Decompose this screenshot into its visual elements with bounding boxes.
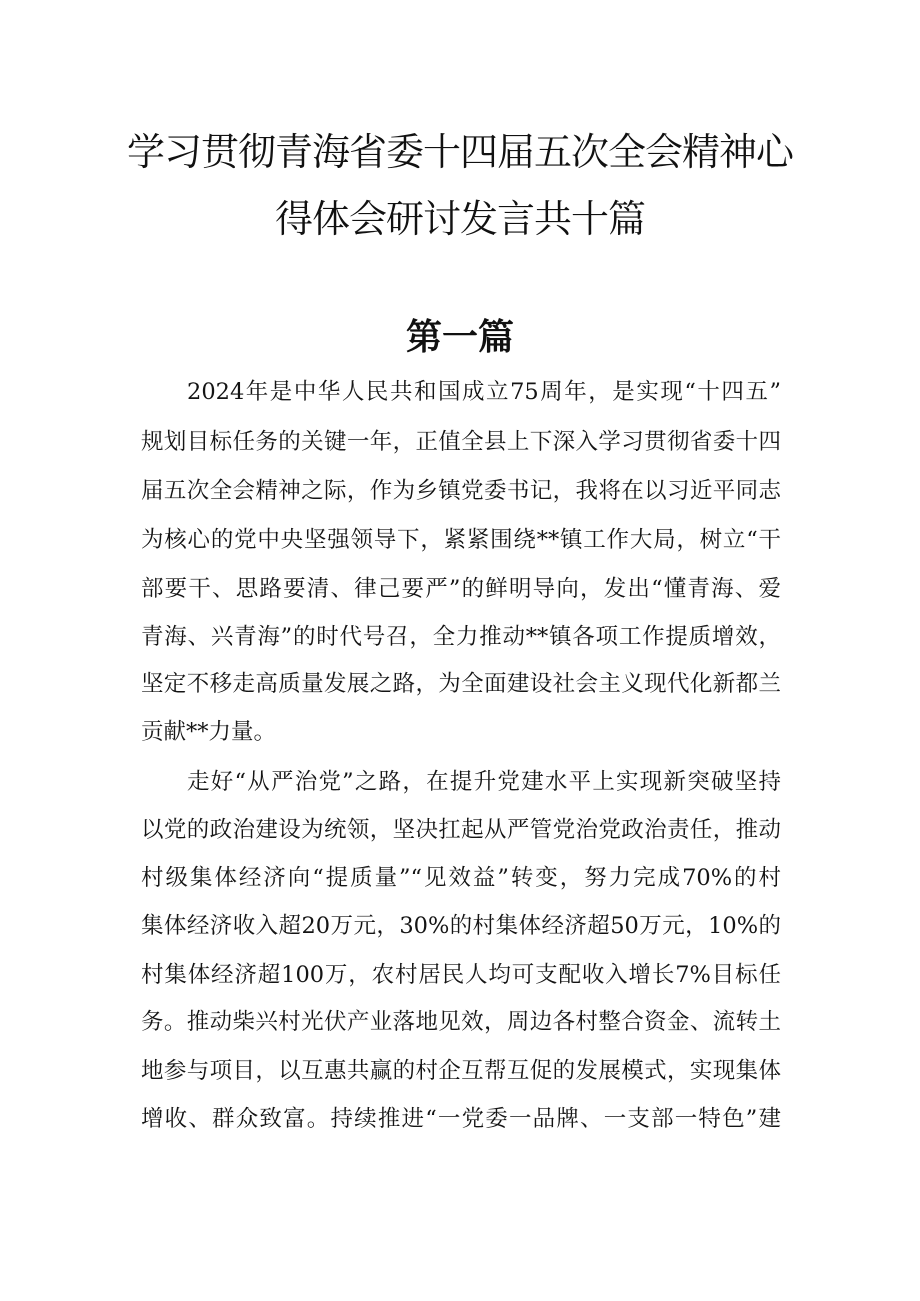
paragraph-2-line: 以党的政治建设为统领，坚决扛起从严管党治党政治责任，推动 bbox=[141, 817, 781, 843]
paragraph-2-line: 走好“从严治党”之路，在提升党建水平上实现新突破坚持 bbox=[187, 769, 781, 795]
paragraph-1-line: 规划目标任务的关键一年，正值全县上下深入学习贯彻省委十四 bbox=[141, 429, 781, 455]
paragraph-2-line: 务。推动柴兴村光伏产业落地见效，周边各村整合资金、流转土 bbox=[141, 1009, 781, 1035]
paragraph-2-line: 地参与项目，以互惠共赢的村企互帮互促的发展模式，实现集体 bbox=[141, 1058, 781, 1084]
paragraph-2-line: 村集体经济超100万，农村居民人均可支配收入增长7%目标任 bbox=[141, 962, 781, 988]
document-title-line-2: 得体会研讨发言共十篇 bbox=[274, 197, 645, 241]
document-title-line-1: 学习贯彻青海省委十四届五次全会精神心 bbox=[126, 130, 793, 174]
paragraph-2-line: 村级集体经济向“提质量”“见效益”转变，努力完成70%的村 bbox=[141, 865, 781, 891]
paragraph-1-line: 部要干、思路要清、律己要严”的鲜明导向，发出“懂青海、爱 bbox=[141, 576, 781, 602]
paragraph-2-line: 增收、群众致富。持续推进“一党委一品牌、一支部一特色”建 bbox=[141, 1106, 781, 1132]
paragraph-1-line: 青海、兴青海”的时代号召，全力推动**镇各项工作提质增效， bbox=[141, 624, 781, 650]
section-heading: 第一篇 bbox=[405, 317, 514, 358]
paragraph-1-line: 届五次全会精神之际，作为乡镇党委书记，我将在以习近平同志 bbox=[141, 478, 781, 504]
paragraph-1-line: 坚定不移走高质量发展之路，为全面建设社会主义现代化新都兰 bbox=[141, 671, 781, 697]
paragraph-1-line: 为核心的党中央坚强领导下，紧紧围绕**镇工作大局，树立“干 bbox=[141, 527, 781, 553]
paragraph-2-line: 集体经济收入超20万元，30%的村集体经济超50万元，10%的 bbox=[141, 913, 781, 939]
paragraph-1-line: 贡献**力量。 bbox=[141, 719, 277, 745]
paragraph-1-line: 2024年是中华人民共和国成立75周年，是实现“十四五” bbox=[187, 379, 781, 405]
